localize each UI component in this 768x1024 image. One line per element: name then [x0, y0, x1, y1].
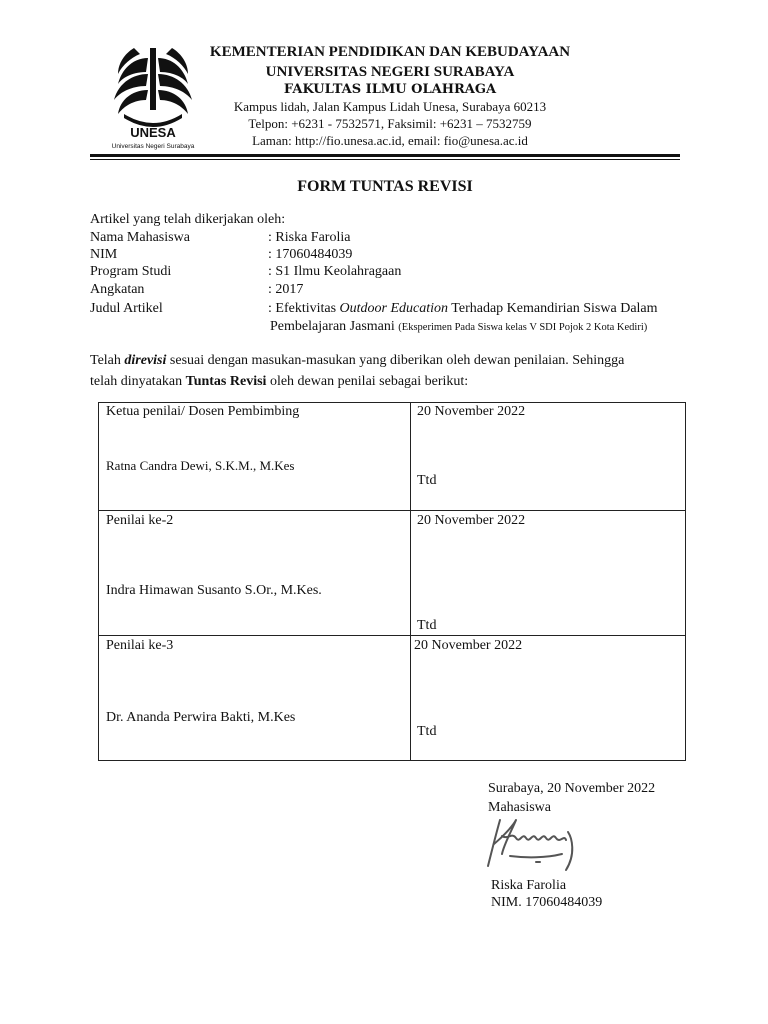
- field-label-title: Judul Artikel: [90, 301, 163, 316]
- article-title-line2: [270, 318, 647, 336]
- table-divider-row2: [99, 635, 685, 636]
- statement-line2: [90, 373, 468, 390]
- reviewer-signature: Ttd: [417, 473, 437, 488]
- article-prefix: : Efektivitas: [268, 301, 340, 316]
- reviewer-name: Ratna Candra Dewi, S.K.M., M.Kes: [106, 458, 295, 473]
- closing-nim: NIM. 17060484039: [491, 895, 603, 910]
- university-name: UNIVERSITAS NEGERI SURABAYA: [265, 64, 515, 80]
- reviewer-signature: Ttd: [417, 618, 437, 633]
- intro-text: Artikel yang telah dikerjakan oleh:: [90, 212, 286, 227]
- reviewer-date: 20 November 2022: [414, 638, 523, 653]
- reviewer-signature: Ttd: [417, 724, 437, 739]
- reviewer-name: Dr. Ananda Perwira Bakti, M.Kes: [106, 710, 296, 725]
- logo-subtext: Universitas Negeri Surabaya: [111, 143, 195, 150]
- field-label-year: Angkatan: [90, 282, 145, 297]
- table-divider-row1: [99, 510, 685, 511]
- faculty-name: FAKULTAS ILMU OLAHRAGA: [283, 82, 497, 97]
- ministry-name: KEMENTERIAN PENDIDIKAN DAN KEBUDAYAAN: [209, 44, 571, 60]
- field-value-program: : S1 Ilmu Keolahragaan: [268, 264, 402, 279]
- field-label-nim: NIM: [90, 247, 118, 262]
- reviewer-date: 20 November 2022: [417, 404, 526, 419]
- reviewer-table: [98, 402, 686, 761]
- field-label-name: Nama Mahasiswa: [90, 230, 190, 245]
- statement-tuntas: Tuntas Revisi: [185, 374, 267, 389]
- field-value-name: : Riska Farolia: [268, 230, 351, 245]
- reviewer-role: Ketua penilai/ Dosen Pembimbing: [106, 404, 300, 419]
- reviewer-name: Indra Himawan Susanto S.Or., M.Kes.: [106, 583, 322, 598]
- statement-line1: [90, 352, 624, 369]
- reviewer-role: Penilai ke-3: [106, 638, 174, 653]
- student-signature: [486, 814, 582, 874]
- header-rule-thin: [90, 159, 680, 160]
- article-line2: Pembelajaran Jasmani: [270, 319, 399, 334]
- logo-text: UNESA: [130, 125, 176, 140]
- field-value-year: : 2017: [268, 282, 304, 297]
- reviewer-date: 20 November 2022: [417, 513, 526, 528]
- statement-revised: direvisi: [124, 353, 167, 368]
- field-value-nim: : 17060484039: [268, 247, 353, 262]
- article-rest: Terhadap Kemandirian Siswa Dalam: [448, 301, 658, 316]
- statement-p1c: sesuai dengan masukan-masukan yang diberikan oleh dewan penilaian. Sehingga: [166, 353, 625, 368]
- article-subtitle: (Eksperimen Pada Siswa kelas V SDI Pojok 2 Kota Kediri): [398, 322, 648, 333]
- closing-place-date: Surabaya, 20 November 2022: [488, 781, 656, 796]
- closing-role: Mahasiswa: [488, 800, 551, 815]
- article-italic: Outdoor Education: [339, 301, 449, 316]
- statement-p2c: oleh dewan penilai sebagai berikut:: [266, 374, 469, 389]
- field-label-program: Program Studi: [90, 264, 172, 279]
- statement-p2a: telah dinyatakan: [90, 374, 186, 389]
- university-logo: [104, 44, 202, 152]
- statement-p1a: Telah: [90, 353, 125, 368]
- address-line: Kampus lidah, Jalan Kampus Lidah Unesa, Surabaya 60213: [233, 99, 547, 114]
- form-title: FORM TUNTAS REVISI: [297, 178, 473, 195]
- closing-name: Riska Farolia: [491, 878, 567, 893]
- reviewer-role: Penilai ke-2: [106, 513, 174, 528]
- article-title-line1: [268, 300, 658, 317]
- web-line: Laman: http://fio.unesa.ac.id, email: fio@unesa.ac.id: [252, 133, 528, 148]
- header-rule-thick: [90, 154, 680, 157]
- phone-line: Telpon: +6231 - 7532571, Faksimil: +6231 – 7532759: [248, 116, 532, 131]
- table-divider-vertical: [410, 403, 411, 760]
